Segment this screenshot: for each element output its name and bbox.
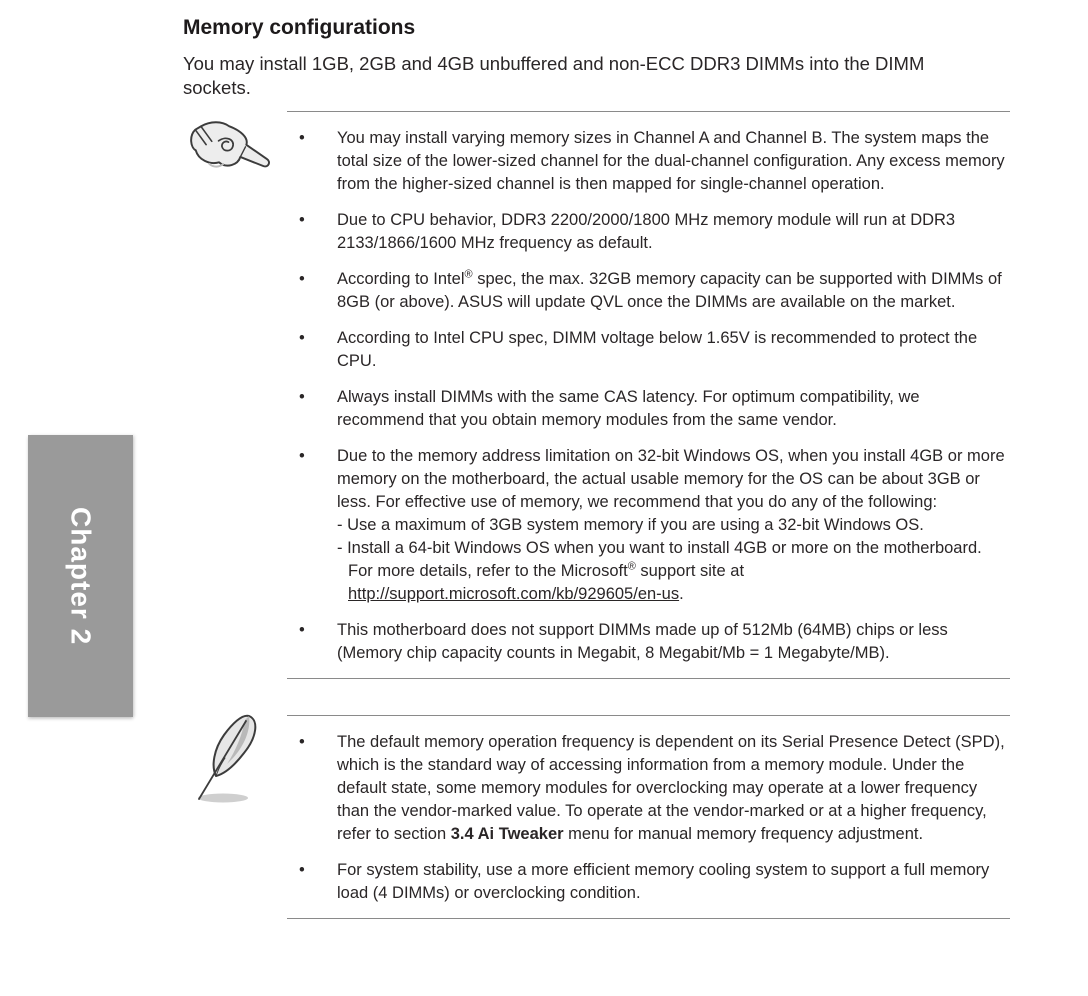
registered-mark: ® xyxy=(627,560,636,573)
bullet-subitem xyxy=(337,560,1010,583)
bullet-dot: • xyxy=(299,129,305,147)
text-segment: You may install varying memory sizes in Channel A and Channel B. The system maps the total size of the lower-sized channel for the dual-channel configuration. Any excess memory from the higher-sized channel is then mapped for single-channel operation. xyxy=(337,129,1005,193)
bullet-text xyxy=(337,127,1010,196)
bullet-text xyxy=(337,268,1010,314)
notes-column xyxy=(287,111,1010,919)
text-segment: The default memory operation frequency is dependent on its Serial Presence Detect (SPD), which is the standard way of accessing information from a memory module. Under the default state, some memory modules for overclocking may operate at a lower frequency than the vendor-marked value. To operate at the vendor-marked or at a higher frequency, refer to section xyxy=(337,733,1005,843)
bullet-dot: • xyxy=(299,447,305,465)
note-bullet-item xyxy=(287,859,1010,905)
note-bullet-item xyxy=(287,619,1010,665)
text-segment: Due to the memory address limitation on 32-bit Windows OS, when you install 4GB or more memory on the motherboard, the actual usable memory for the OS can be about 3GB or less. For effective use of memory, we recommend that you do any of the following: xyxy=(337,447,1005,511)
note-bullet-list xyxy=(287,127,1010,665)
bullet-dot: • xyxy=(299,388,305,406)
text-segment: spec, the max. 32GB memory capacity can be supported with DIMMs of 8GB (or above). ASUS will update QVL once the DIMMs are available on the market. xyxy=(337,270,1002,311)
note-bullet-item xyxy=(287,209,1010,255)
microsoft-support-link[interactable]: http://support.microsoft.com/kb/929605/en-us xyxy=(348,585,680,603)
bullet-dot: • xyxy=(299,270,305,288)
bold-reference: 3.4 Ai Tweaker xyxy=(450,825,564,843)
text-segment: Always install DIMMs with the same CAS latency. For optimum compatibility, we recommend that you obtain memory modules from the same vendor. xyxy=(337,388,920,429)
bullet-text xyxy=(337,859,1010,905)
bullet-subitem xyxy=(337,537,1010,560)
note-bullet-item xyxy=(287,127,1010,196)
text-segment: For system stability, use a more efficient memory cooling system to support a full memory load (4 DIMMs) or overclocking condition. xyxy=(337,861,990,902)
page-title: Memory configurations xyxy=(183,16,416,39)
chapter-tab-label: Chapter 2 xyxy=(65,506,97,646)
bullet-dot: • xyxy=(299,733,305,751)
text-segment: . xyxy=(679,585,684,603)
text-segment: According to Intel CPU spec, DIMM voltage below 1.65V is recommended to protect the CPU. xyxy=(337,329,978,370)
bullet-subitem xyxy=(337,514,1010,537)
note-box-important xyxy=(287,111,1010,679)
note-bullet-item xyxy=(287,445,1010,606)
note-box-info xyxy=(287,715,1010,919)
bullet-dot: • xyxy=(299,329,305,347)
text-segment: According to Intel xyxy=(337,270,465,288)
text-segment: Due to CPU behavior, DDR3 2200/2000/1800 MHz memory module will run at DDR3 2133/1866/1600 MHz frequency as default. xyxy=(337,211,956,252)
bullet-text xyxy=(337,386,1010,432)
text-segment: - Use a maximum of 3GB system memory if you are using a 32-bit Windows OS. xyxy=(337,516,924,534)
note-bullet-item xyxy=(287,327,1010,373)
bullet-subitem xyxy=(337,583,1010,606)
bullet-text xyxy=(337,327,1010,373)
note-bullet-item xyxy=(287,268,1010,314)
pointing-hand-icon xyxy=(183,117,273,186)
note-bullet-item xyxy=(287,731,1010,846)
bullet-dot: • xyxy=(299,861,305,879)
bullet-dot: • xyxy=(299,621,305,639)
text-segment: This motherboard does not support DIMMs made up of 512Mb (64MB) chips or less (Memory chip capacity counts in Megabit, 8 Megabit/Mb = 1 Megabyte/MB). xyxy=(337,621,948,662)
bullet-dot: • xyxy=(299,211,305,229)
feather-icon xyxy=(187,710,267,811)
registered-mark: ® xyxy=(464,268,473,281)
bullet-text xyxy=(337,209,1010,255)
note-bullet-item xyxy=(287,386,1010,432)
bullet-text xyxy=(337,445,1010,606)
text-segment: For more details, refer to the Microsoft xyxy=(348,562,628,580)
text-segment: support site at xyxy=(635,562,745,580)
bullet-text xyxy=(337,619,1010,665)
bullet-text xyxy=(337,731,1010,846)
text-segment: menu for manual memory frequency adjustment. xyxy=(563,825,924,843)
intro-paragraph: You may install 1GB, 2GB and 4GB unbuffered and non-ECC DDR3 DIMMs into the DIMM sockets. xyxy=(183,53,925,98)
note-bullet-list xyxy=(287,731,1010,905)
text-segment: - Install a 64-bit Windows OS when you want to install 4GB or more on the motherboard. xyxy=(337,539,982,557)
chapter-tab xyxy=(28,435,133,717)
